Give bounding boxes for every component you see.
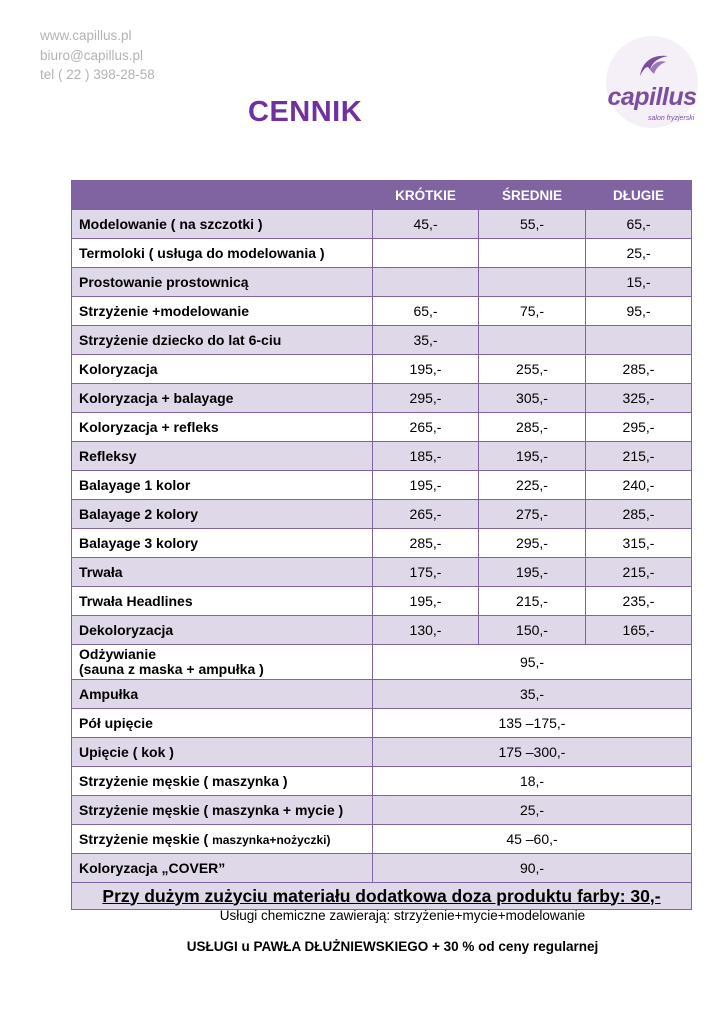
logo-subtitle: salon fryzjerski [648, 115, 695, 122]
price-medium: 215,- [479, 587, 586, 616]
pawel-surcharge-note: USŁUGI u PAWŁA DŁUŻNIEWSKIEGO + 30 % od ceny regularnej [186, 939, 599, 954]
price-short: 65,- [373, 297, 479, 326]
table-row [72, 500, 692, 529]
price-flat: 135 –175,- [373, 709, 692, 738]
price-flat: 175 –300,- [373, 738, 692, 767]
table-row [72, 355, 692, 384]
service-name: Strzyżenie męskie ( maszynka ) [72, 767, 373, 796]
service-name: Dekoloryzacja [72, 616, 373, 645]
table-row [72, 326, 692, 355]
price-short: 175,- [373, 558, 479, 587]
table-row [72, 796, 692, 825]
chemical-services-note: Usługi chemiczne zawierają: strzyżenie+mycie+modelowanie [219, 908, 586, 923]
price-long: 285,- [586, 355, 692, 384]
header-service [72, 181, 373, 210]
table-row [72, 680, 692, 709]
table-row [72, 471, 692, 500]
table-row [72, 738, 692, 767]
table-row [72, 616, 692, 645]
price-flat: 25,- [373, 796, 692, 825]
page-title: CENNIK [248, 96, 363, 128]
table-row [72, 210, 692, 239]
service-name: Strzyżenie dziecko do lat 6-ciu [72, 326, 373, 355]
service-name: Balayage 1 kolor [72, 471, 373, 500]
service-name [72, 825, 373, 854]
email-text[interactable]: biuro@capillus.pl [40, 47, 144, 63]
service-name: Refleksy [72, 442, 373, 471]
table-row [72, 268, 692, 297]
service-name: Strzyżenie męskie ( maszynka + mycie ) [72, 796, 373, 825]
price-medium: 195,- [479, 442, 586, 471]
service-name: Ampułka [72, 680, 373, 709]
service-name: Balayage 2 kolory [72, 500, 373, 529]
price-flat: 35,- [373, 680, 692, 709]
logo-name: capillus [607, 83, 697, 111]
price-long: 215,- [586, 442, 692, 471]
header-short: KRÓTKIE [373, 181, 479, 210]
price-long: 235,- [586, 587, 692, 616]
price-medium: 225,- [479, 471, 586, 500]
price-short: 195,- [373, 355, 479, 384]
service-name: Koloryzacja „COVER” [72, 854, 373, 883]
service-name-main: Strzyżenie męskie ( [79, 831, 213, 847]
service-name-line1: Odżywianie [79, 646, 157, 662]
price-short: 195,- [373, 587, 479, 616]
price-short: 265,- [373, 500, 479, 529]
price-long: 315,- [586, 529, 692, 558]
service-name: Prostowanie prostownicą [72, 268, 373, 297]
price-medium: 295,- [479, 529, 586, 558]
table-row [72, 442, 692, 471]
service-name: Pół upięcie [72, 709, 373, 738]
hair-swirl-icon [636, 50, 670, 80]
service-name: Trwała [72, 558, 373, 587]
table-row [72, 645, 692, 680]
extra-dye-note-row [72, 883, 692, 910]
service-name: Trwała Headlines [72, 587, 373, 616]
website-text[interactable]: www.capillus.pl [40, 28, 132, 43]
price-long: 95,- [586, 297, 692, 326]
table-row [72, 767, 692, 796]
price-medium: 275,- [479, 500, 586, 529]
price-flat: 95,- [373, 645, 692, 680]
table-row [72, 587, 692, 616]
price-long: 295,- [586, 413, 692, 442]
contact-info [40, 26, 155, 85]
service-name: Upięcie ( kok ) [72, 738, 373, 767]
price-medium: 305,- [479, 384, 586, 413]
table-row [72, 709, 692, 738]
price-short: 35,- [373, 326, 479, 355]
price-short: 295,- [373, 384, 479, 413]
price-short: 285,- [373, 529, 479, 558]
price-long: 240,- [586, 471, 692, 500]
table-row [72, 558, 692, 587]
service-name: Koloryzacja + balayage [72, 384, 373, 413]
price-medium [479, 239, 586, 268]
price-short [373, 239, 479, 268]
table-row [72, 854, 692, 883]
price-long: 325,- [586, 384, 692, 413]
price-short: 130,- [373, 616, 479, 645]
table-row [72, 825, 692, 854]
service-name [72, 645, 373, 680]
price-long [586, 326, 692, 355]
capillus-logo [606, 36, 698, 128]
service-name-line2: (sauna z maska + ampułka ) [79, 661, 264, 677]
table-row [72, 413, 692, 442]
service-name: Koloryzacja + refleks [72, 413, 373, 442]
table-row [72, 239, 692, 268]
price-long: 25,- [586, 239, 692, 268]
price-flat: 18,- [373, 767, 692, 796]
price-flat: 45 –60,- [373, 825, 692, 854]
price-short [373, 268, 479, 297]
price-long: 285,- [586, 500, 692, 529]
price-long: 165,- [586, 616, 692, 645]
header-long: DŁUGIE [586, 181, 692, 210]
table-header-row [72, 181, 692, 210]
price-short: 195,- [373, 471, 479, 500]
price-long: 15,- [586, 268, 692, 297]
price-long: 65,- [586, 210, 692, 239]
service-name: Strzyżenie +modelowanie [72, 297, 373, 326]
price-medium: 255,- [479, 355, 586, 384]
price-short: 45,- [373, 210, 479, 239]
table-row [72, 384, 692, 413]
service-name: Balayage 3 kolory [72, 529, 373, 558]
price-medium [479, 326, 586, 355]
price-long: 215,- [586, 558, 692, 587]
price-medium: 75,- [479, 297, 586, 326]
header-medium: ŚREDNIE [479, 181, 586, 210]
price-table [71, 180, 692, 910]
price-medium: 195,- [479, 558, 586, 587]
price-medium: 55,- [479, 210, 586, 239]
price-flat: 90,- [373, 854, 692, 883]
service-name: Koloryzacja [72, 355, 373, 384]
phone-text: tel ( 22 ) 398-28-58 [40, 67, 155, 82]
price-medium: 150,- [479, 616, 586, 645]
price-short: 265,- [373, 413, 479, 442]
extra-dye-note: Przy dużym zużyciu materiału dodatkowa doza produktu farby: 30,- [72, 883, 692, 910]
price-medium [479, 268, 586, 297]
service-name: Termoloki ( usługa do modelowania ) [72, 239, 373, 268]
table-row [72, 297, 692, 326]
service-name-small: maszynka+nożyczki) [212, 833, 331, 847]
price-medium: 285,- [479, 413, 586, 442]
table-row [72, 529, 692, 558]
price-short: 185,- [373, 442, 479, 471]
service-name: Modelowanie ( na szczotki ) [72, 210, 373, 239]
